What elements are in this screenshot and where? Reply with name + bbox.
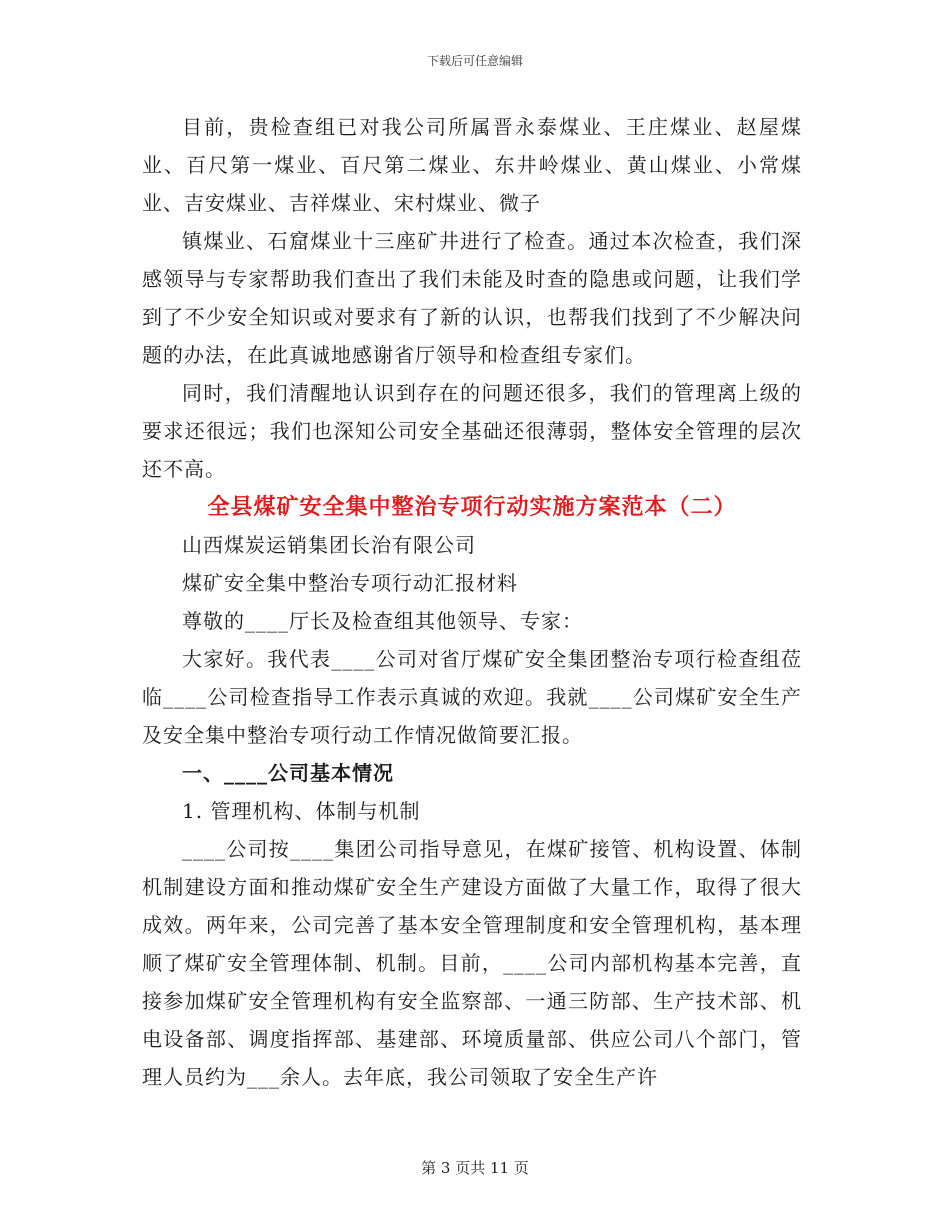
heading-basic-info: 一、____公司基本情况 <box>182 761 394 785</box>
paragraph-2: 镇煤业、石窟煤业十三座矿井进行了检查。通过本次检查，我们深感领导与专家帮助我们查出了我们未能及时查的隐患或问题，让我们学到了不少安全知识或对要求有了新的认识，也帮我们找到了不少解决问题的办法，在此真诚地感谢省厅领导和检查组专家们。 <box>142 229 802 367</box>
paragraph-greeting: 大家好。我代表____公司对省厅煤矿安全集团整治专项行检查组莅临____公司检查指导工作表示真诚的欢迎。我就____公司煤矿安全生产及安全集中整治专项行动工作情况做简要汇报。 <box>142 647 802 747</box>
paragraph-management: ____公司按____集团公司指导意见，在煤矿接管、机构设置、体制机制建设方面和推动煤矿安全生产建设方面做了大量工作，取得了很大成效。两年来，公司完善了基本安全管理制度和安全管理机构，基本理顺了煤矿安全管理体制、机制。目前，____公司内部机构基本完善，直接参加煤矿安全管理机构有安全监察部、一通三防部、生产技术部、机电设备部、调度指挥部、基建部、环境质量部、供应公司八个部门，管理人员约为___余人。去年底，我公司领取了安全生产许 <box>142 837 802 1089</box>
subheading-management: 1. 管理机构、体制与机制 <box>182 799 421 823</box>
page-footer: 第 3 页共 11 页 <box>421 1159 529 1177</box>
page-header: 下载后可任意编辑 <box>426 54 523 68</box>
section-title: 全县煤矿安全集中整治专项行动实施方案范本（二） <box>207 494 737 520</box>
salutation: 尊敬的____厅长及检查组其他领导、专家： <box>182 609 583 633</box>
document-body <box>142 108 802 1096</box>
paragraph-1: 目前，贵检查组已对我公司所属晋永泰煤业、王庄煤业、赵屋煤业、百尺第一煤业、百尺第二煤业、东井岭煤业、黄山煤业、小常煤业、吉安煤业、吉祥煤业、宋村煤业、微子 <box>142 115 802 215</box>
company-name: 山西煤炭运销集团长治有限公司 <box>182 533 476 557</box>
paragraph-3: 同时，我们清醒地认识到存在的问题还很多，我们的管理离上级的要求还很远；我们也深知公司安全基础还很薄弱，整体安全管理的层次还不高。 <box>142 381 802 481</box>
report-title: 煤矿安全集中整治专项行动汇报材料 <box>182 571 518 595</box>
